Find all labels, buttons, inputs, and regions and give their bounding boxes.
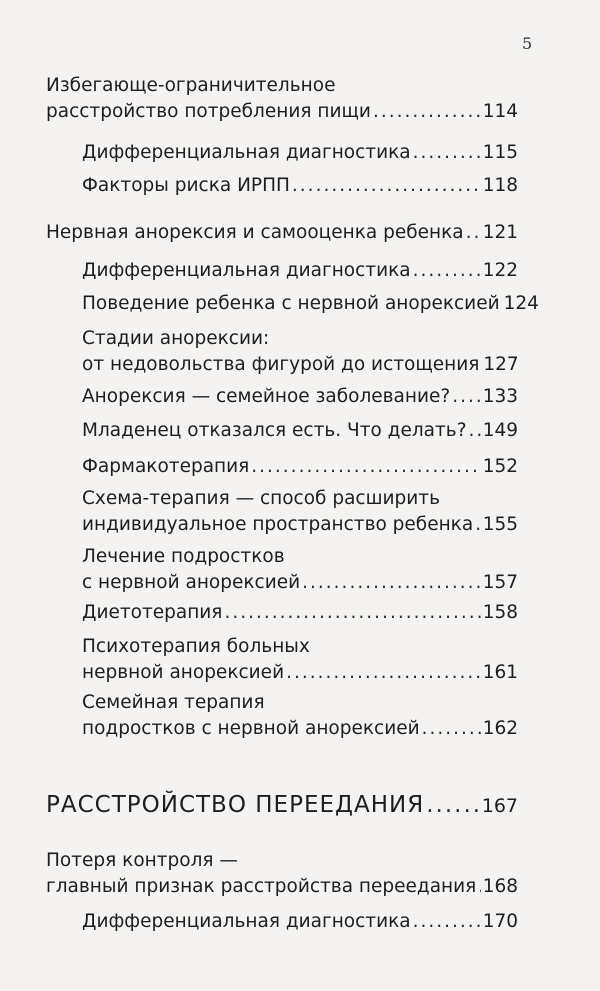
toc-entry-title: подростков с нервной анорексией: [82, 718, 420, 739]
leader-dots: [478, 874, 480, 900]
toc-subentry: [82, 326, 518, 378]
leader-dots: [413, 258, 481, 284]
toc-entry-line: [82, 634, 518, 660]
toc-entry-title: Фармакотерапия: [82, 456, 250, 477]
section-heading: [46, 790, 518, 821]
leader-dots: [426, 790, 480, 820]
toc-entry-line: [82, 258, 518, 284]
toc-entry-page: 168: [482, 876, 518, 897]
page-number: 5: [522, 34, 533, 53]
toc-entry-line: [82, 909, 518, 935]
toc-entry-page: 114: [482, 101, 518, 122]
toc-entry-page: 155: [482, 514, 518, 535]
toc-entry-title: Анорексия — семейное заболевание?: [82, 386, 451, 407]
toc-entry-page: 124: [503, 293, 539, 314]
toc-entry-line: [82, 570, 518, 596]
toc-subentry: [82, 600, 518, 626]
leader-dots: [452, 384, 480, 410]
toc-entry-page: 115: [482, 142, 518, 163]
toc-entry-title: Лечение подростков: [82, 546, 285, 567]
leader-dots: [413, 909, 481, 935]
toc-entry-page: 152: [482, 456, 518, 477]
toc-entry-page: 170: [482, 911, 518, 932]
toc-entry: [46, 848, 518, 900]
toc-subentry: [82, 258, 518, 284]
toc-subentry: [82, 634, 518, 686]
toc-entry-line: [82, 512, 518, 538]
toc-entry-line: [46, 790, 518, 821]
toc-entry-page: 121: [482, 222, 518, 243]
leader-dots: [286, 660, 481, 686]
leader-dots: [422, 716, 481, 742]
toc-entry-page: 161: [482, 662, 518, 683]
toc-entry-title: Дифференциальная диагностика: [82, 911, 411, 932]
toc-entry-page: 157: [482, 572, 518, 593]
toc-entry-line: [82, 454, 518, 480]
leader-dots: [466, 220, 481, 246]
toc-entry-page: 118: [482, 175, 518, 196]
toc-subentry: [82, 173, 518, 199]
toc-entry-line: [46, 220, 518, 246]
toc-subentry: [82, 544, 518, 596]
toc-entry-line: [82, 326, 518, 352]
toc-entry-title: Схема-терапия — способ расширить: [82, 488, 440, 509]
toc-entry-title: Психотерапия больных: [82, 636, 310, 657]
toc-entry-title: от недовольства фигурой до истощения: [82, 354, 480, 375]
leader-dots: [224, 600, 480, 626]
toc-entry-line: [82, 173, 518, 199]
toc-entry-line: [82, 140, 518, 166]
toc-entry-page: 149: [482, 420, 518, 441]
section-page: 167: [481, 795, 518, 817]
toc-entry-page: 162: [482, 718, 518, 739]
toc-entry-title: Поведение ребенка с нервной анорексией: [82, 293, 500, 314]
toc-subentry: [82, 909, 518, 935]
toc-subentry: [82, 690, 518, 742]
toc-entry-title: Стадии анорексии:: [82, 328, 270, 349]
toc-entry-title: Диетотерапия: [82, 602, 223, 623]
toc-entry-line: [46, 99, 518, 125]
toc-entry-title: Избегающе-ограничительное: [46, 75, 336, 96]
toc-entry-title: Семейная терапия: [82, 692, 265, 713]
toc-entry-title: главный признак расстройства переедания: [46, 876, 477, 897]
toc-entry-line: [82, 352, 518, 378]
toc-entry-page: 122: [482, 260, 518, 281]
toc-entry-title: Дифференциальная диагностика: [82, 260, 411, 281]
toc-entry-line: [82, 716, 518, 742]
toc-entry: [46, 220, 518, 246]
toc-entry-page: 133: [482, 386, 518, 407]
toc-entry-title: индивидуальное пространство ребенка: [82, 514, 474, 535]
toc-entry-title: Нервная анорексия и самооценка ребенка: [46, 222, 464, 243]
toc-entry-title: Потеря контроля —: [46, 850, 238, 871]
toc-entry-title: Дифференциальная диагностика: [82, 142, 411, 163]
toc-entry: [46, 73, 518, 125]
toc-entry-title: нервной анорексией: [82, 662, 285, 683]
toc-subentry: [82, 418, 518, 444]
leader-dots: [251, 454, 480, 480]
leader-dots: [292, 173, 481, 199]
leader-dots: [469, 418, 481, 444]
toc-entry-page: 158: [482, 602, 518, 623]
leader-dots: [373, 99, 481, 125]
toc-entry-line: [82, 600, 518, 626]
toc-entry-title: расстройство потребления пищи: [46, 101, 371, 122]
toc-entry-line: [82, 690, 518, 716]
toc-entry-line: [82, 384, 518, 410]
toc-entry-line: [82, 544, 518, 570]
toc-entry-line: [46, 874, 518, 900]
toc-entry-line: [82, 418, 518, 444]
leader-dots: [302, 570, 481, 596]
toc-subentry: [82, 454, 518, 480]
leader-dots: [413, 140, 481, 166]
toc-entry-line: [82, 291, 539, 317]
toc-entry-title: с нервной анорексией: [82, 572, 301, 593]
toc-entry-line: [82, 660, 518, 686]
toc-subentry: [82, 140, 518, 166]
toc-subentry: [82, 486, 518, 538]
toc-subentry: [82, 384, 518, 410]
toc-entry-title: Младенец отказался есть. Что делать?: [82, 420, 467, 441]
leader-dots: [475, 512, 480, 538]
section-title: РАССТРОЙСТВО ПЕРЕЕДАНИЯ: [46, 792, 425, 818]
toc-subentry: [82, 291, 539, 317]
toc-entry-line: [46, 848, 518, 874]
toc-entry-line: [46, 73, 518, 99]
toc-entry-page: 127: [483, 354, 519, 375]
toc-entry-title: Факторы риска ИРПП: [82, 175, 290, 196]
toc-entry-line: [82, 486, 518, 512]
